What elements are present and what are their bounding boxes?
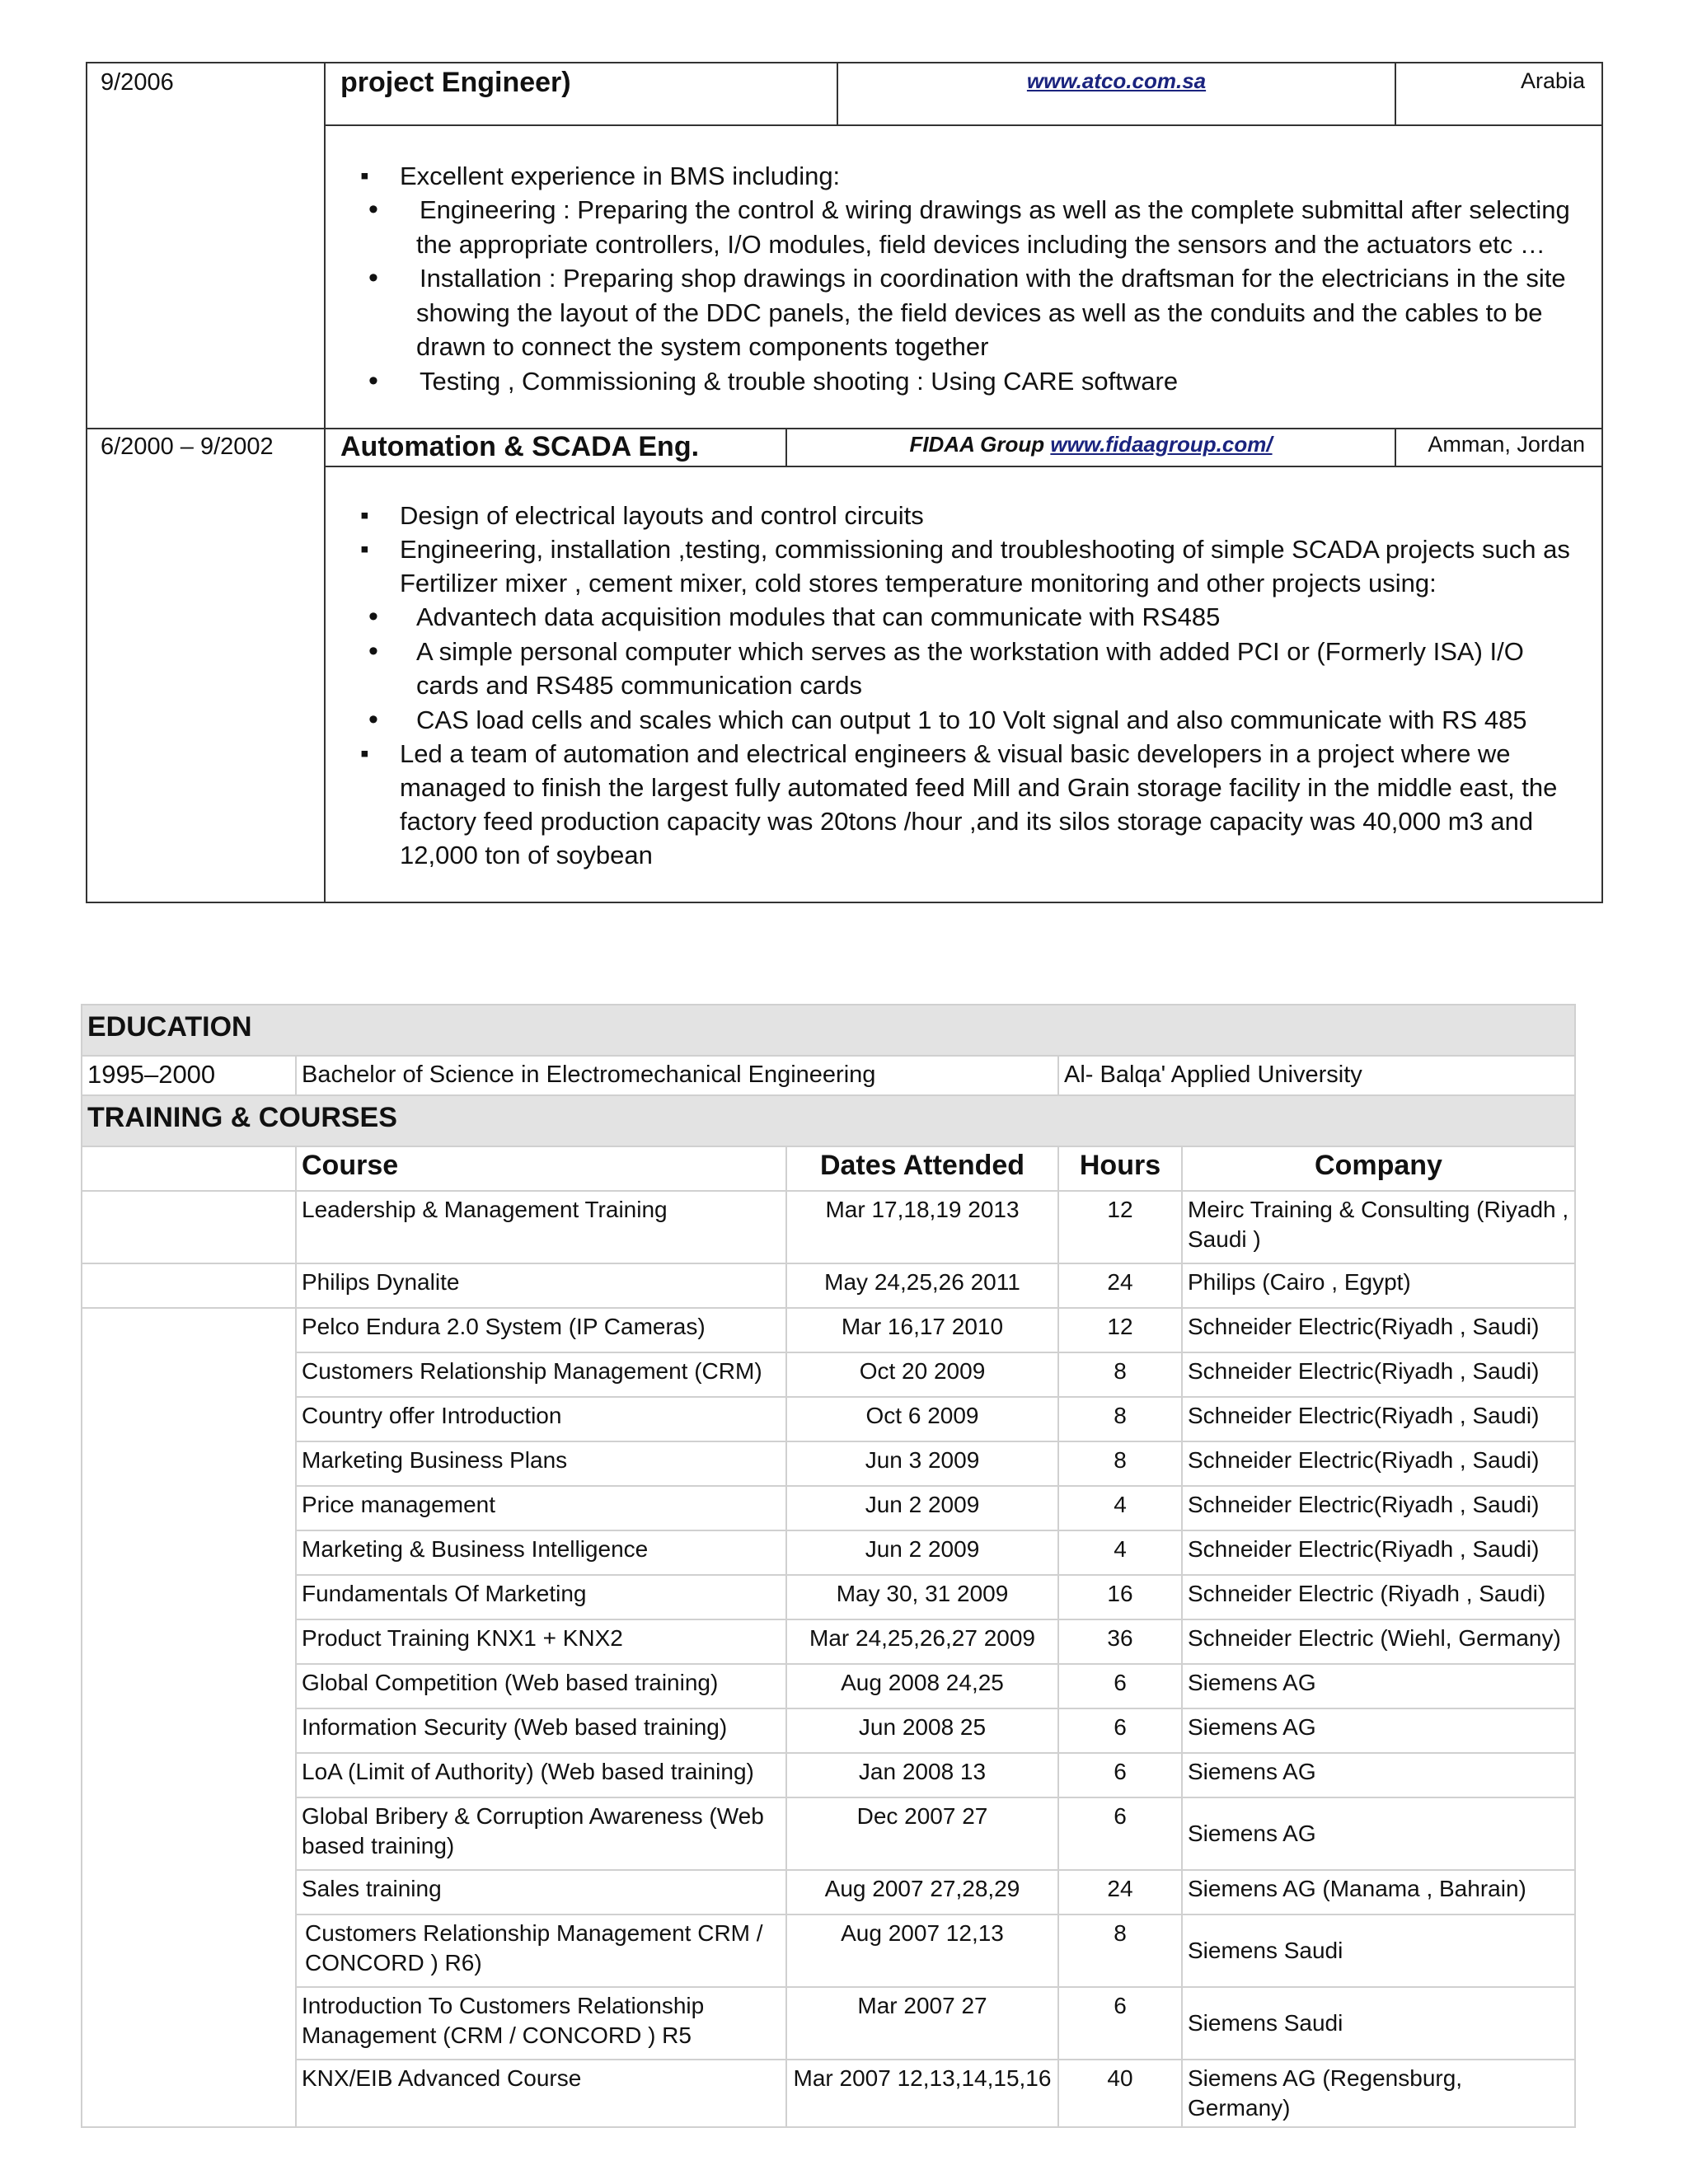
column-header-course: Course bbox=[296, 1146, 786, 1191]
hours-cell: 12 bbox=[1058, 1191, 1182, 1263]
hours-cell: 4 bbox=[1058, 1486, 1182, 1530]
hours-cell: 8 bbox=[1058, 1397, 1182, 1441]
bullet-text: Led a team of automation and electrical engineers & visual basic developers in a project where we managed to finish the largest fully automated feed Mill and Grain storage facility in the middle east, the factory feed production capacity was 20tons /hour ,and its silos storage capacity was 40,000 m3 and 12,000 ton of soybean bbox=[400, 739, 1558, 869]
table-row bbox=[82, 1397, 1575, 1441]
company-cell: Siemens AG bbox=[1182, 1797, 1575, 1870]
bullet-text: Engineering, installation ,testing, commissioning and troubleshooting of simple SCADA projects such as Fertilizer mixer , cement mixer, cold stores temperature monitoring and other projects using: bbox=[400, 535, 1570, 598]
table-row bbox=[82, 1191, 1575, 1263]
job-title: project Engineer) bbox=[340, 67, 571, 98]
blank-header bbox=[82, 1146, 296, 1191]
hours-cell: 4 bbox=[1058, 1530, 1182, 1575]
course-cell: Customers Relationship Management (CRM) bbox=[296, 1352, 786, 1397]
bullet-text: Excellent experience in BMS including: bbox=[400, 162, 841, 190]
dates-cell: Aug 2007 27,28,29 bbox=[786, 1870, 1058, 1915]
table-row bbox=[82, 1575, 1575, 1619]
experience-date: 9/2006 bbox=[87, 63, 325, 429]
company-cell: Schneider Electric(Riyadh , Saudi) bbox=[1182, 1397, 1575, 1441]
course-cell: LoA (Limit of Authority) (Web based training) bbox=[296, 1753, 786, 1797]
dates-cell: May 30, 31 2009 bbox=[786, 1575, 1058, 1619]
hours-cell: 36 bbox=[1058, 1619, 1182, 1664]
course-cell: Customers Relationship Management CRM / CONCORD ) R6) bbox=[296, 1915, 786, 1987]
company-cell: Meirc Training & Consulting (Riyadh , Saudi ) bbox=[1182, 1191, 1575, 1263]
dates-cell: Aug 2008 24,25 bbox=[786, 1664, 1058, 1708]
course-cell: Marketing Business Plans bbox=[296, 1441, 786, 1486]
blank-cell bbox=[82, 1263, 296, 1308]
education-training-table bbox=[81, 1004, 1576, 2128]
table-row bbox=[82, 1619, 1575, 1664]
column-header-company: Company bbox=[1182, 1146, 1575, 1191]
column-header-hours: Hours bbox=[1058, 1146, 1182, 1191]
bullet-list bbox=[326, 499, 1585, 600]
sub-bullet-text: CAS load cells and scales which can output 1 to 10 Volt signal and also communicate with RS 485 bbox=[416, 705, 1527, 734]
course-cell: Pelco Endura 2.0 System (IP Cameras) bbox=[296, 1308, 786, 1352]
list-item bbox=[326, 159, 1585, 193]
dates-cell: Jun 2008 25 bbox=[786, 1708, 1058, 1753]
list-item bbox=[326, 499, 1585, 532]
list-item bbox=[326, 737, 1585, 872]
course-cell: Price management bbox=[296, 1486, 786, 1530]
dates-cell: Aug 2007 12,13 bbox=[786, 1915, 1058, 1987]
experience-table bbox=[86, 62, 1603, 903]
course-cell: Sales training bbox=[296, 1870, 786, 1915]
company-cell: Schneider Electric(Riyadh , Saudi) bbox=[1182, 1486, 1575, 1530]
course-cell: Global Bribery & Corruption Awareness (Web based training) bbox=[296, 1797, 786, 1870]
company-cell: Schneider Electric(Riyadh , Saudi) bbox=[1182, 1530, 1575, 1575]
job-title: Automation & SCADA Eng. bbox=[340, 431, 700, 462]
company-link[interactable]: www.fidaagroup.com/ bbox=[1050, 432, 1273, 457]
course-cell: Global Competition (Web based training) bbox=[296, 1664, 786, 1708]
dates-cell: Dec 2007 27 bbox=[786, 1797, 1058, 1870]
dates-cell: Jan 2008 13 bbox=[786, 1753, 1058, 1797]
dates-cell: May 24,25,26 2011 bbox=[786, 1263, 1058, 1308]
dates-cell: Jun 2 2009 bbox=[786, 1530, 1058, 1575]
training-column-headers bbox=[82, 1146, 1575, 1191]
table-row bbox=[82, 1664, 1575, 1708]
table-row bbox=[82, 1352, 1575, 1397]
sub-bullet-text: Engineering : Preparing the control & wiring drawings as well as the complete submittal after selecting the appropriate controllers, I/O modules, field devices including the sensors and the actuators etc … bbox=[416, 195, 1570, 259]
hours-cell: 6 bbox=[1058, 1797, 1182, 1870]
hours-cell: 6 bbox=[1058, 1664, 1182, 1708]
hours-cell: 16 bbox=[1058, 1575, 1182, 1619]
hours-cell: 8 bbox=[1058, 1441, 1182, 1486]
company-cell: Schneider Electric(Riyadh , Saudi) bbox=[1182, 1308, 1575, 1352]
hours-cell: 40 bbox=[1058, 2060, 1182, 2127]
sub-bullet-list bbox=[326, 600, 1585, 737]
company-cell: Schneider Electric(Riyadh , Saudi) bbox=[1182, 1441, 1575, 1486]
company-cell: Schneider Electric (Riyadh , Saudi) bbox=[1182, 1575, 1575, 1619]
list-item bbox=[326, 635, 1585, 703]
table-row bbox=[82, 1708, 1575, 1753]
job-location: Amman, Jordan bbox=[1395, 429, 1601, 466]
company-cell: Siemens Saudi bbox=[1182, 1915, 1575, 1987]
list-item bbox=[326, 532, 1585, 600]
experience-date: 6/2000 – 9/2002 bbox=[87, 429, 325, 902]
list-item bbox=[326, 261, 1585, 364]
education-heading-row bbox=[82, 1005, 1575, 1056]
list-item bbox=[326, 600, 1585, 635]
hours-cell: 12 bbox=[1058, 1308, 1182, 1352]
education-years: 1995–2000 bbox=[82, 1056, 296, 1095]
job-description bbox=[326, 126, 1601, 428]
course-cell: Product Training KNX1 + KNX2 bbox=[296, 1619, 786, 1664]
table-row bbox=[82, 2060, 1575, 2127]
blank-cell bbox=[82, 1308, 296, 2127]
hours-cell: 8 bbox=[1058, 1915, 1182, 1987]
training-heading-row bbox=[82, 1095, 1575, 1146]
company-cell: Siemens AG bbox=[1182, 1664, 1575, 1708]
table-row bbox=[82, 1987, 1575, 2060]
course-cell: Leadership & Management Training bbox=[296, 1191, 786, 1263]
table-row bbox=[82, 1308, 1575, 1352]
course-cell: Philips Dynalite bbox=[296, 1263, 786, 1308]
company-cell: Siemens AG (Manama , Bahrain) bbox=[1182, 1870, 1575, 1915]
company-cell: Siemens AG (Regensburg, Germany) bbox=[1182, 2060, 1575, 2127]
education-university: Al- Balqa' Applied University bbox=[1058, 1056, 1575, 1095]
sub-bullet-text: Installation : Preparing shop drawings in coordination with the draftsman for the electricians in the site showing the layout of the DDC panels, the field devices as well as the conduits and the cables to be drawn to connect the system components together bbox=[416, 264, 1566, 361]
company-cell: Philips (Cairo , Egypt) bbox=[1182, 1263, 1575, 1308]
sub-bullet-text: A simple personal computer which serves as the workstation with added PCI or (Formerly ISA) I/O cards and RS485 communication cards bbox=[416, 636, 1524, 700]
course-cell: Fundamentals Of Marketing bbox=[296, 1575, 786, 1619]
course-cell: Information Security (Web based training) bbox=[296, 1708, 786, 1753]
experience-details bbox=[325, 429, 1602, 902]
hours-cell: 6 bbox=[1058, 1987, 1182, 2060]
dates-cell: Oct 6 2009 bbox=[786, 1397, 1058, 1441]
company-cell: Schneider Electric(Riyadh , Saudi) bbox=[1182, 1352, 1575, 1397]
dates-cell: Oct 20 2009 bbox=[786, 1352, 1058, 1397]
dates-cell: Jun 2 2009 bbox=[786, 1486, 1058, 1530]
sub-bullet-text: Testing , Commissioning & trouble shooting : Using CARE software bbox=[420, 366, 1179, 396]
hours-cell: 6 bbox=[1058, 1708, 1182, 1753]
experience-row bbox=[87, 63, 1602, 429]
course-cell: Marketing & Business Intelligence bbox=[296, 1530, 786, 1575]
hours-cell: 24 bbox=[1058, 1870, 1182, 1915]
company-cell bbox=[785, 429, 1395, 466]
hours-cell: 8 bbox=[1058, 1352, 1182, 1397]
table-row bbox=[82, 1753, 1575, 1797]
experience-header bbox=[326, 429, 1601, 467]
dates-cell: Jun 3 2009 bbox=[786, 1441, 1058, 1486]
bullet-list bbox=[326, 737, 1585, 872]
dates-cell: Mar 2007 12,13,14,15,16 bbox=[786, 2060, 1058, 2127]
dates-cell: Mar 16,17 2010 bbox=[786, 1308, 1058, 1352]
column-header-dates: Dates Attended bbox=[786, 1146, 1058, 1191]
dates-cell: Mar 17,18,19 2013 bbox=[786, 1191, 1058, 1263]
course-cell: KNX/EIB Advanced Course bbox=[296, 2060, 786, 2127]
table-row bbox=[82, 1263, 1575, 1308]
table-row bbox=[82, 1797, 1575, 1870]
company-cell: Siemens AG bbox=[1182, 1753, 1575, 1797]
list-item bbox=[326, 364, 1585, 399]
company-cell: Schneider Electric (Wiehl, Germany) bbox=[1182, 1619, 1575, 1664]
sub-bullet-list bbox=[326, 193, 1585, 398]
section-heading: EDUCATION bbox=[82, 1005, 1575, 1056]
list-item bbox=[326, 193, 1585, 261]
company-cell bbox=[837, 63, 1395, 124]
dates-cell: Mar 24,25,26,27 2009 bbox=[786, 1619, 1058, 1664]
experience-header bbox=[326, 63, 1601, 126]
table-row bbox=[82, 1486, 1575, 1530]
company-cell: Siemens Saudi bbox=[1182, 1987, 1575, 2060]
job-description bbox=[326, 467, 1601, 902]
hours-cell: 6 bbox=[1058, 1753, 1182, 1797]
table-row bbox=[82, 1441, 1575, 1486]
table-row bbox=[82, 1870, 1575, 1915]
company-link[interactable]: www.atco.com.sa bbox=[1026, 68, 1207, 93]
list-item bbox=[326, 703, 1585, 738]
dates-cell: Mar 2007 27 bbox=[786, 1987, 1058, 2060]
company-name: FIDAA Group bbox=[909, 432, 1045, 457]
sub-bullet-text: Advantech data acquisition modules that can communicate with RS485 bbox=[416, 602, 1221, 631]
bullet-text: Design of electrical layouts and control circuits bbox=[400, 501, 924, 530]
section-heading: TRAINING & COURSES bbox=[82, 1095, 1575, 1146]
bullet-list bbox=[326, 159, 1585, 193]
experience-details bbox=[325, 63, 1602, 429]
education-degree: Bachelor of Science in Electromechanical Engineering bbox=[296, 1056, 1058, 1095]
course-cell: Country offer Introduction bbox=[296, 1397, 786, 1441]
hours-cell: 24 bbox=[1058, 1263, 1182, 1308]
blank-cell bbox=[82, 1191, 296, 1263]
experience-row bbox=[87, 429, 1602, 902]
table-row bbox=[82, 1915, 1575, 1987]
course-cell: Introduction To Customers Relationship Management (CRM / CONCORD ) R5 bbox=[296, 1987, 786, 2060]
education-row bbox=[82, 1056, 1575, 1095]
company-cell: Siemens AG bbox=[1182, 1708, 1575, 1753]
job-location: Arabia bbox=[1395, 63, 1601, 124]
table-row bbox=[82, 1530, 1575, 1575]
